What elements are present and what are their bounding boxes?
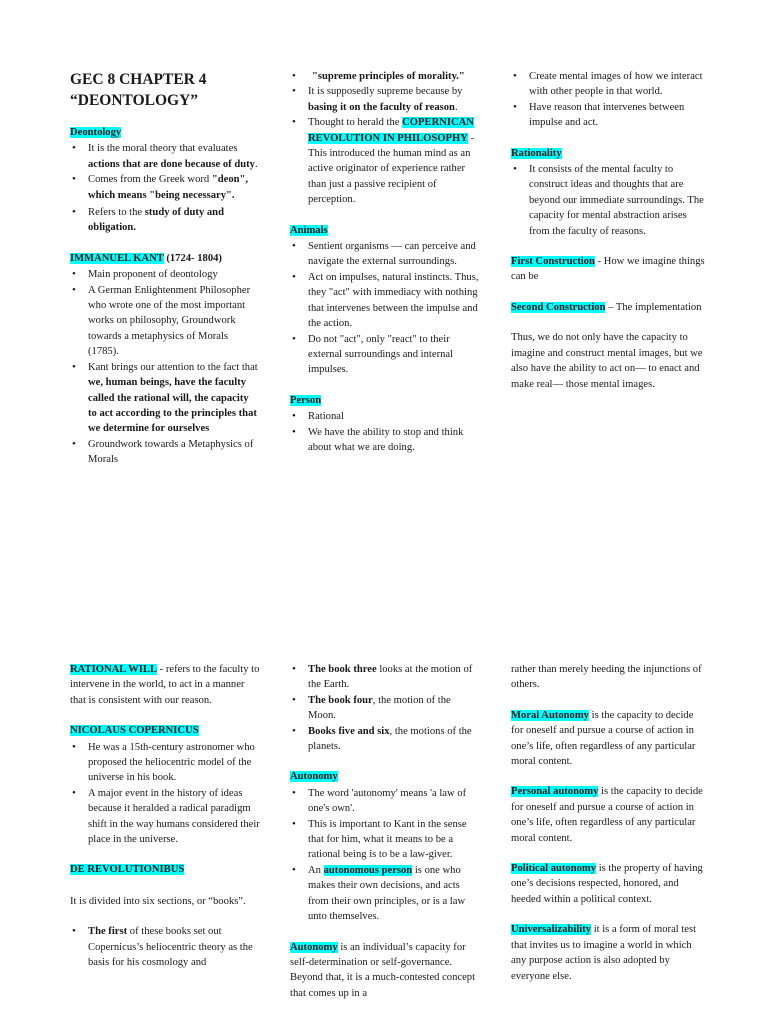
list-item: • Groundwork towards a Metaphysics of Morals <box>70 437 260 468</box>
list-item: • Thought to herald the COPERNICAN REVOLUTION IN PHILOSOPHY - This introduced the human mind as an active originator of experience rather than just a passive recipient of perception. <box>290 115 480 207</box>
rationality-list <box>511 162 706 239</box>
list-item: • Act on impulses, natural instincts. Thus, they "act" with immediacy with nothing that intervenes between the impulse and the action. <box>290 270 480 332</box>
list-item: • Create mental images of how we interact with other people in that world. <box>511 69 706 100</box>
copernicus-heading: NICOLAUS COPERNICUS <box>70 725 199 737</box>
list-item: • Sentient organisms — can perceive and navigate the external surroundings. <box>290 239 480 270</box>
animals-heading: Animals <box>290 224 328 236</box>
person-heading: Person <box>290 394 322 406</box>
list-item: • This is important to Kant in the sense that for him, what it means to be a rational being is to be a law-giver. <box>290 817 480 863</box>
list-item: • Do not "act", only "react" to their external surroundings and internal impulses. <box>290 332 480 378</box>
list-item: • It is the moral theory that evaluates actions that are done because of duty. <box>70 141 260 172</box>
rationality-heading: Rationality <box>511 147 562 159</box>
list-item: • A German Enlightenment Philosopher who wrote one of the most important works on philosophy, Groundwork towards a metaphysics of Morals (1785). <box>70 283 260 360</box>
autonomy-heading: Autonomy <box>290 771 338 783</box>
universalizability-paragraph: Universalizability it is a form of moral test that invites us to imagine a world in which any purpose action is also adopted by everyone else. <box>511 924 697 982</box>
list-item: • "supreme principles of morality." <box>290 69 480 84</box>
books-list-continued <box>290 662 480 754</box>
list-item: • Have reason that intervenes between impulse and act. <box>511 100 706 131</box>
deontology-heading: Deontology <box>70 127 122 138</box>
page2-column-3 <box>511 662 706 984</box>
list-item: • Kant brings our attention to the fact that we, human beings, have the faculty called the rational will, the capacity to act according to the principles that we determine for ourselves <box>70 360 260 437</box>
page2-column-2 <box>290 662 480 1001</box>
list-item: • It consists of the mental faculty to construct ideas and thoughts that are beyond our immediate surroundings. The capacity for mental abstraction arises from the faculty of reasons. <box>511 162 706 239</box>
list-item: • Books five and six, the motions of the planets. <box>290 724 480 755</box>
list-item: • The book three looks at the motion of the Earth. <box>290 662 480 693</box>
list-item: • Comes from the Greek word "deon", which means "being necessary". <box>70 172 260 203</box>
de-revolutionibus-text: It is divided into six sections, or “books”. <box>70 895 246 907</box>
personal-autonomy-paragraph: Personal autonomy is the capacity to decide for oneself and pursue a course of action in one’s life, often regardless of any particular moral content. <box>511 786 703 844</box>
list-item: • An autonomous person is one who makes their own decisions, and acts from their own principles, or is a law unto themselves. <box>290 863 480 925</box>
kant-heading: IMMANUEL KANT (1724- 1804) <box>70 252 222 264</box>
kant-list <box>70 267 260 467</box>
list-item: • The book four, the motion of the Moon. <box>290 693 480 724</box>
page1-column-3 <box>511 69 706 392</box>
list-item: • Rational <box>290 409 480 424</box>
list-item: • The first of these books set out Copernicus’s heliocentric theory as the basis for his cosmology and <box>70 924 260 970</box>
continued-paragraph: rather than merely heeding the injunctions of others. <box>511 664 702 691</box>
first-construction-paragraph: First Construction - How we imagine things can be <box>511 256 705 283</box>
list-item: • Main proponent of deontology <box>70 267 260 282</box>
document-title: GEC 8 CHAPTER 4 “DEONTOLOGY” <box>70 71 207 109</box>
person-list <box>290 409 480 455</box>
political-autonomy-paragraph: Political autonomy is the property of having one’s decisions respected, honored, and heeded within a political context. <box>511 863 703 905</box>
second-construction-paragraph: Second Construction – The implementation <box>511 301 702 313</box>
list-item: • We have the ability to stop and think about what we are doing. <box>290 425 480 456</box>
list-item: • The word 'autonomy' means 'a law of one's own'. <box>290 786 480 817</box>
mental-images-list <box>511 69 706 131</box>
list-item: • It is supposedly supreme because by basing it on the faculty of reason. <box>290 84 480 115</box>
list-item: • He was a 15th-century astronomer who proposed the heliocentric model of the universe in his book. <box>70 740 260 786</box>
kant-principles-list <box>290 69 480 208</box>
list-item: • Refers to the study of duty and obligation. <box>70 205 260 236</box>
books-list <box>70 924 260 970</box>
page1-column-1 <box>70 69 260 468</box>
animals-list <box>290 239 480 378</box>
rational-will-paragraph: RATIONAL WILL - refers to the faculty to intervene in the world, to act in a manner that is consistent with our reason. <box>70 664 260 706</box>
page1-column-2 <box>290 69 480 455</box>
deontology-list <box>70 141 260 235</box>
de-revolutionibus-heading: DE REVOLUTIONIBUS <box>70 864 185 876</box>
autonomy-paragraph: Autonomy is an individual’s capacity for self-determination or self-governance. Beyond that, it is a much-contested concept that comes up in a <box>290 941 476 999</box>
autonomy-list <box>290 786 480 925</box>
list-item: • A major event in the history of ideas because it heralded a radical paradigm shift in the way humans considered their place in the universe. <box>70 786 260 848</box>
moral-autonomy-paragraph: Moral Autonomy is the capacity to decide for oneself and pursue a course of action in one’s life, often regardless of any particular moral content. <box>511 709 696 768</box>
copernicus-list <box>70 740 260 848</box>
page2-column-1 <box>70 662 260 971</box>
closing-paragraph: Thus, we do not only have the capacity to imagine and construct mental images, but we also have the ability to act on— to enact and make real— those mental images. <box>511 332 703 390</box>
